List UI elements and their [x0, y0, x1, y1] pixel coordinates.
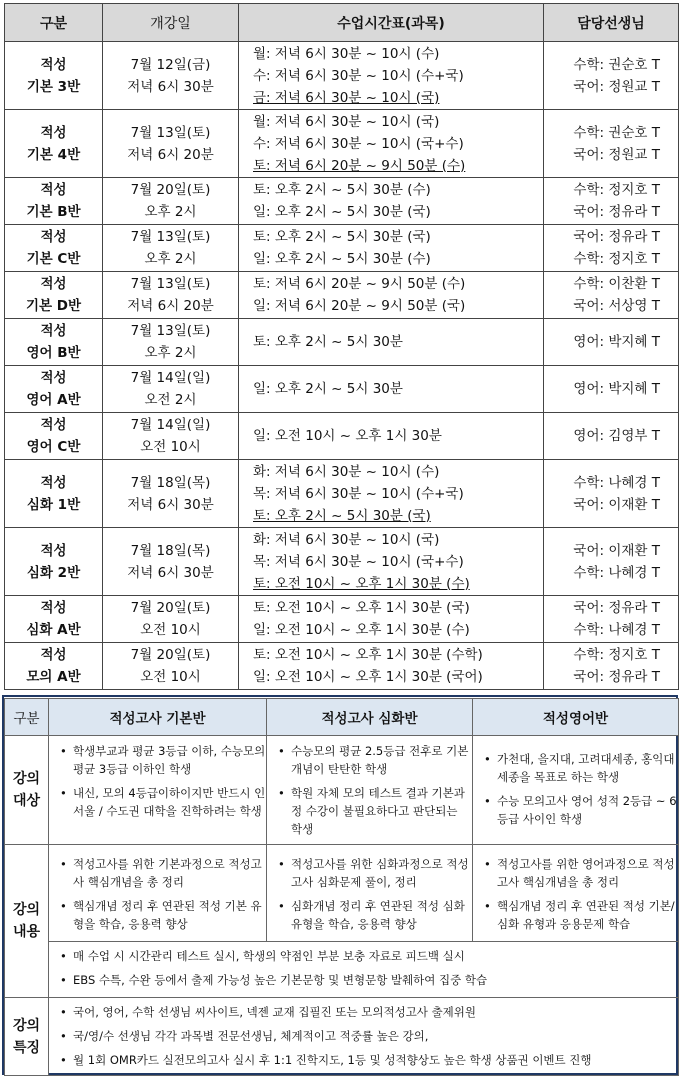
class-name-cell: 적성 기본 B반 [5, 178, 103, 225]
timetable-cell [239, 319, 544, 366]
content-english-cell [473, 845, 679, 942]
teacher-name: 수학: 권순호 T [573, 124, 660, 141]
teacher-name: 국어: 정원교 T [573, 78, 660, 95]
timetable-cell [239, 178, 544, 225]
class-name-cell: 적성 심화 1반 [5, 460, 103, 528]
target-advanced-cell [267, 736, 473, 845]
timetable-cell [239, 366, 544, 413]
list-item: • 학생부교과 평균 3등급 이하, 수능모의 평균 3등급 이하인 학생 [73, 742, 266, 778]
list-item: • 핵심개념 정리 후 연관된 적성 기본/심화 유형과 응용문제 학습 [497, 897, 678, 933]
class-name-cell: 적성 기본 3반 [5, 42, 103, 110]
teacher-cell [544, 178, 679, 225]
features-row [5, 998, 679, 1076]
teacher-name: 영어: 박지혜 T [573, 381, 660, 397]
list-item: • 매 수업 시 시간관리 테스트 실시, 학생의 약점인 부분 보충 자료로 피드백 실시 [73, 947, 678, 965]
table-row [5, 319, 679, 366]
table-row [5, 110, 679, 178]
class-name-cell: 적성 심화 2반 [5, 528, 103, 596]
list-item: • 학원 자체 모의 테스트 결과 기본과정 수강이 불필요하다고 판단되는 학생 [291, 784, 472, 838]
table-row [5, 272, 679, 319]
table-row [5, 413, 679, 460]
list-item: • EBS 수특, 수완 등에서 출제 가능성 높은 기본문항 및 변형문항 발췌하여 집중 학습 [73, 971, 678, 989]
table-row [5, 225, 679, 272]
start-date-cell: 7월 13일(토) 저녁 6시 20분 [103, 110, 239, 178]
time-slot: 월: 저녁 6시 30분 ~ 10시 (수) [253, 45, 440, 62]
time-slot: 월: 저녁 6시 30분 ~ 10시 (국) [253, 113, 440, 130]
start-date-cell: 7월 12일(금) 저녁 6시 30분 [103, 42, 239, 110]
course-header-english: 적성영어반 [473, 699, 679, 736]
list-item: • 적성고사를 위한 영어과정으로 적성고사 핵심개념을 총 정리 [497, 855, 678, 891]
teacher-name: 수학: 정지호 T [573, 182, 660, 198]
time-slot: 일: 오후 2시 ~ 5시 30분 (수) [253, 251, 431, 267]
time-slot: 일: 오전 10시 ~ 오후 1시 30분 [253, 428, 442, 444]
time-slot: 토: 오후 2시 ~ 5시 30분 (수) [253, 182, 431, 198]
schedule-header-row [5, 4, 679, 42]
teacher-cell [544, 643, 679, 690]
teacher-name: 수학: 정지호 T [573, 251, 660, 267]
list-item: • 국/영/수 선생님 각각 과목별 전문선생님, 체계적이고 적중률 높은 강의, [73, 1027, 678, 1045]
timetable-cell [239, 42, 544, 110]
timetable-cell [239, 460, 544, 528]
teacher-name: 국어: 정유라 T [573, 600, 660, 616]
header-start-date: 개강일 [103, 4, 239, 42]
timetable-cell [239, 110, 544, 178]
start-date-cell: 7월 14일(일) 오전 2시 [103, 366, 239, 413]
teacher-cell [544, 460, 679, 528]
start-date-cell: 7월 13일(토) 오후 2시 [103, 225, 239, 272]
timetable-cell [239, 413, 544, 460]
teacher-name: 수학: 나혜경 T [573, 622, 660, 638]
timetable-cell [239, 528, 544, 596]
time-slot: 토: 오전 10시 ~ 오후 1시 30분 (수학) [253, 647, 483, 663]
start-date-cell: 7월 20일(토) 오후 2시 [103, 178, 239, 225]
timetable-cell [239, 225, 544, 272]
timetable-cell [239, 596, 544, 643]
start-date-cell: 7월 18일(목) 저녁 6시 30분 [103, 528, 239, 596]
teacher-cell [544, 596, 679, 643]
teacher-cell [544, 366, 679, 413]
teacher-name: 수학: 권순호 T [573, 56, 660, 73]
list-item: • 수능모의 평균 2.5등급 전후로 기본 개념이 탄탄한 학생 [291, 742, 472, 778]
time-slot: 토: 오전 10시 ~ 오후 1시 30분 (국) [253, 600, 470, 616]
header-timetable: 수업시간표(과목) [239, 4, 544, 42]
teacher-name: 국어: 정유라 T [573, 204, 660, 220]
content-common-row [5, 942, 679, 998]
start-date-cell: 7월 14일(일) 오전 10시 [103, 413, 239, 460]
timetable-cell [239, 272, 544, 319]
time-slot: 토: 오후 2시 ~ 5시 30분 (국) [253, 229, 431, 245]
teacher-name: 국어: 이재환 T [573, 542, 660, 559]
start-date-cell: 7월 13일(토) 저녁 6시 20분 [103, 272, 239, 319]
course-info-table [4, 698, 679, 1076]
start-date-cell: 7월 13일(토) 오후 2시 [103, 319, 239, 366]
time-slot: 일: 저녁 6시 20분 ~ 9시 50분 (국) [253, 298, 466, 314]
target-basic-cell [49, 736, 267, 845]
table-row [5, 460, 679, 528]
teacher-cell [544, 42, 679, 110]
timetable-cell [239, 643, 544, 690]
class-name-cell: 적성 기본 D반 [5, 272, 103, 319]
list-item: • 수능 모의고사 영어 성적 2등급 ~ 6등급 사이인 학생 [497, 792, 678, 828]
content-advanced-cell [267, 845, 473, 942]
teacher-name: 국어: 정원교 T [573, 146, 660, 163]
teacher-cell [544, 225, 679, 272]
teacher-cell [544, 272, 679, 319]
teacher-name: 수학: 나혜경 T [573, 474, 660, 491]
table-row [5, 42, 679, 110]
target-row [5, 736, 679, 845]
time-slot: 일: 오후 2시 ~ 5시 30분 [253, 381, 403, 397]
teacher-name: 영어: 박지혜 T [573, 334, 660, 350]
teacher-name: 수학: 나혜경 T [573, 564, 660, 581]
list-item: • 내신, 모의 4등급이하이지만 반드시 인 서울 / 수도권 대학을 진학하려는 학생 [73, 784, 266, 820]
class-name-cell: 적성 영어 B반 [5, 319, 103, 366]
time-slot: 일: 오전 10시 ~ 오후 1시 30분 (국어) [253, 669, 483, 685]
table-row [5, 528, 679, 596]
start-date-cell: 7월 18일(목) 저녁 6시 30분 [103, 460, 239, 528]
class-name-cell: 적성 기본 4반 [5, 110, 103, 178]
time-slot: 수: 저녁 6시 30분 ~ 10시 (국+수) [253, 135, 464, 152]
content-row [5, 845, 679, 942]
course-header-row [5, 699, 679, 736]
teacher-name: 영어: 김영부 T [573, 428, 660, 444]
time-slot: 토: 오후 2시 ~ 5시 30분 (국) [253, 507, 431, 524]
time-slot: 토: 오후 2시 ~ 5시 30분 [253, 334, 403, 350]
list-item: • 국어, 영어, 수학 선생님 씨사이트, 넥젠 교재 집필진 또는 모의적성고사 출제위원 [73, 1003, 678, 1021]
start-date-cell: 7월 20일(토) 오전 10시 [103, 643, 239, 690]
list-item: • 심화개념 정리 후 연관된 적성 심화 유형을 학습, 응용력 향상 [291, 897, 472, 933]
time-slot: 토: 저녁 6시 20분 ~ 9시 50분 (수) [253, 276, 466, 292]
schedule-body [5, 42, 679, 690]
time-slot: 토: 저녁 6시 20분 ~ 9시 50분 (수) [253, 157, 466, 174]
list-item: • 월 1회 OMR카드 실전모의고사 실시 후 1:1 진학지도, 1등 및 성적향상도 높은 학생 상품권 이벤트 진행 [73, 1051, 678, 1069]
teacher-cell [544, 110, 679, 178]
time-slot: 수: 저녁 6시 30분 ~ 10시 (수+국) [253, 67, 464, 84]
time-slot: 화: 저녁 6시 30분 ~ 10시 (국) [253, 531, 440, 548]
content-label: 강의 내용 [5, 845, 49, 998]
course-header-category: 구분 [5, 699, 49, 736]
course-header-advanced: 적성고사 심화반 [267, 699, 473, 736]
teacher-name: 국어: 서상영 T [573, 298, 660, 314]
class-name-cell: 적성 영어 A반 [5, 366, 103, 413]
class-name-cell: 적성 모의 A반 [5, 643, 103, 690]
time-slot: 일: 오후 2시 ~ 5시 30분 (국) [253, 204, 431, 220]
list-item: • 핵심개념 정리 후 연관된 적성 기본 유형을 학습, 응용력 향상 [73, 897, 266, 933]
teacher-name: 수학: 정지호 T [573, 647, 660, 663]
time-slot: 일: 오전 10시 ~ 오후 1시 30분 (수) [253, 622, 470, 638]
target-label: 강의 대상 [5, 736, 49, 845]
time-slot: 금: 저녁 6시 30분 ~ 10시 (국) [253, 89, 440, 106]
features-label: 강의 특징 [5, 998, 49, 1076]
table-row [5, 596, 679, 643]
header-category: 구분 [5, 4, 103, 42]
teacher-cell [544, 413, 679, 460]
teacher-name: 수학: 이찬환 T [573, 276, 660, 292]
features-cell [49, 998, 679, 1076]
content-basic-cell [49, 845, 267, 942]
time-slot: 화: 저녁 6시 30분 ~ 10시 (수) [253, 463, 440, 480]
teacher-name: 국어: 이재환 T [573, 496, 660, 513]
target-english-cell [473, 736, 679, 845]
class-name-cell: 적성 기본 C반 [5, 225, 103, 272]
teacher-cell [544, 528, 679, 596]
class-schedule-table [4, 3, 679, 690]
teacher-name: 국어: 정유라 T [573, 229, 660, 245]
list-item: • 적성고사를 위한 심화과정으로 적성고사 심화문제 풀이, 정리 [291, 855, 472, 891]
header-teacher: 담당선생님 [544, 4, 679, 42]
class-name-cell: 적성 영어 C반 [5, 413, 103, 460]
time-slot: 목: 저녁 6시 30분 ~ 10시 (수+국) [253, 485, 464, 502]
start-date-cell: 7월 20일(토) 오전 10시 [103, 596, 239, 643]
table-row [5, 643, 679, 690]
course-header-basic: 적성고사 기본반 [49, 699, 267, 736]
content-common-cell [49, 942, 679, 998]
class-name-cell: 적성 심화 A반 [5, 596, 103, 643]
time-slot: 목: 저녁 6시 30분 ~ 10시 (국+수) [253, 553, 464, 570]
table-row [5, 178, 679, 225]
teacher-name: 국어: 정유라 T [573, 669, 660, 685]
list-item: • 적성고사를 위한 기본과정으로 적성고사 핵심개념을 총 정리 [73, 855, 266, 891]
time-slot: 토: 오전 10시 ~ 오후 1시 30분 (수) [253, 575, 470, 592]
teacher-cell [544, 319, 679, 366]
list-item: • 가천대, 을지대, 고려대세종, 홍익대세종을 목표로 하는 학생 [497, 750, 678, 786]
table-row [5, 366, 679, 413]
